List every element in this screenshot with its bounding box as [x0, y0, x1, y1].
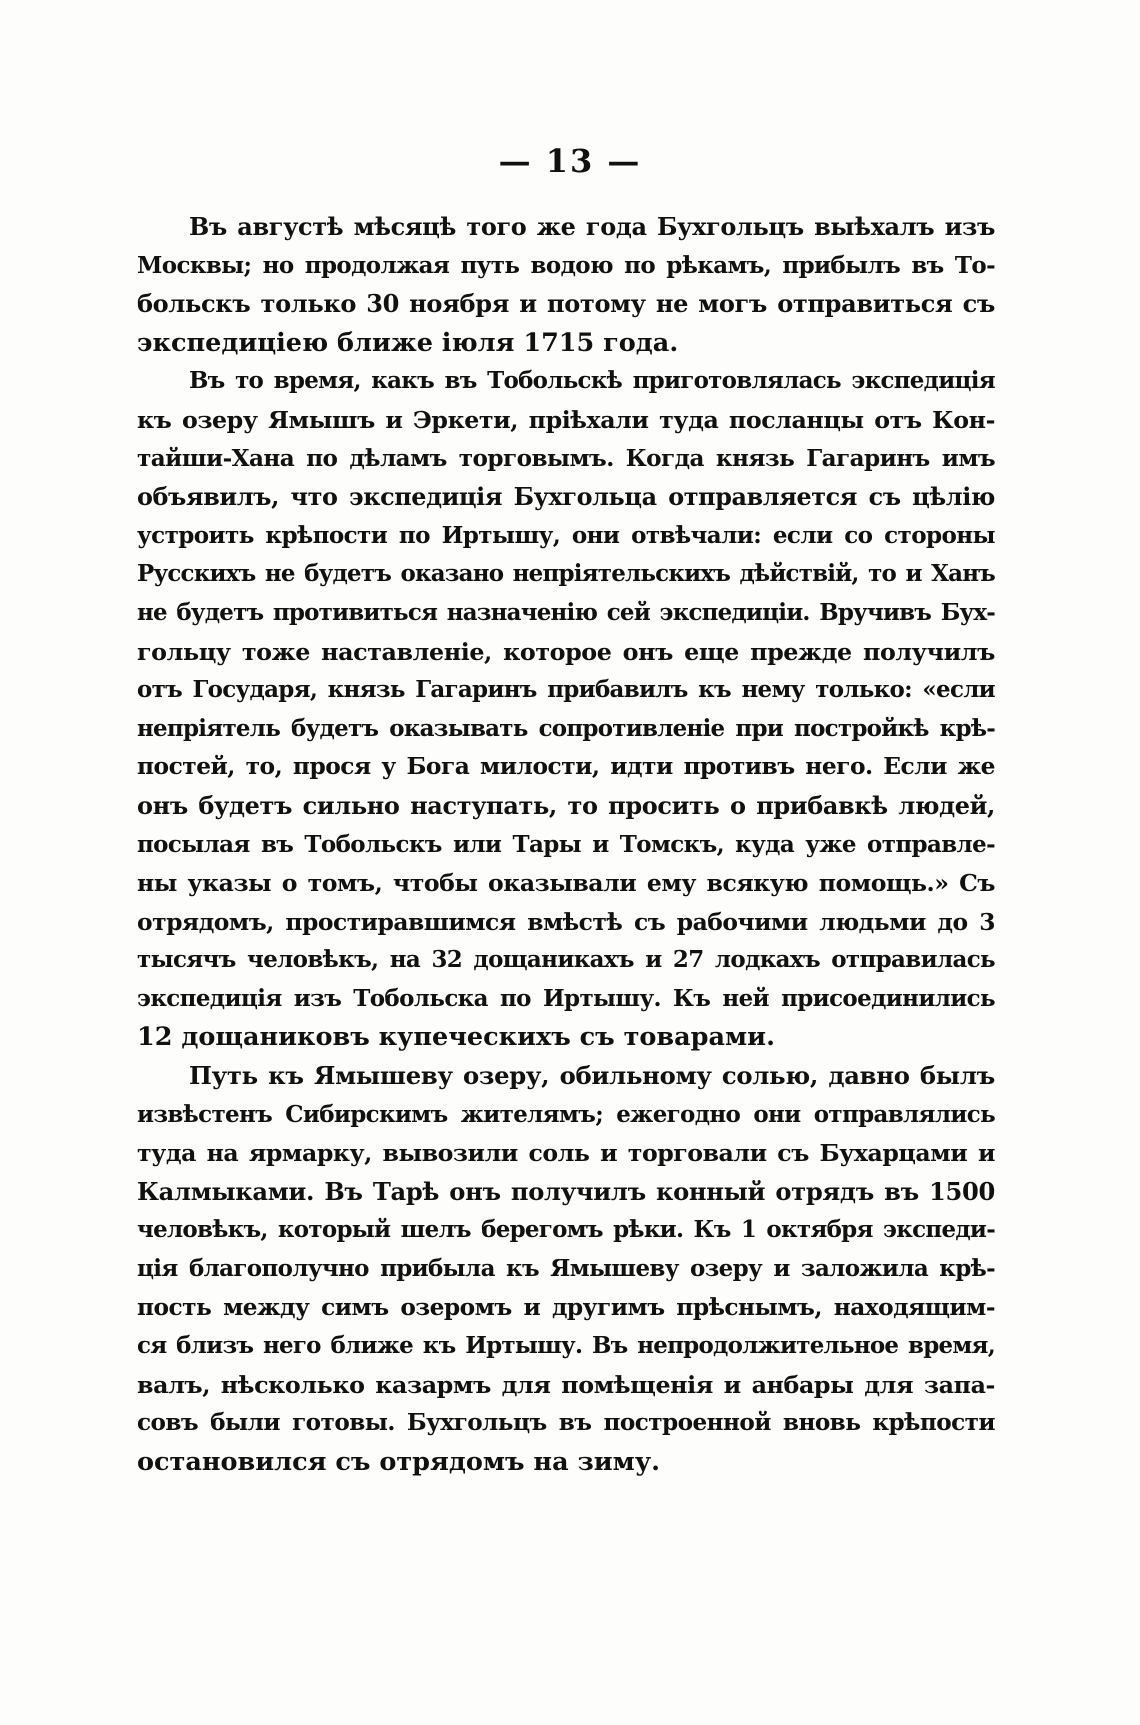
text-line: тысячъ человѣкъ, на 32 дощаникахъ и 27 лодкахъ отправилась: [137, 946, 995, 974]
paragraph-3: [137, 1057, 995, 1482]
text-line: къ озеру Ямышъ и Эркети, пріѣхали туда посланцы отъ Кон-: [137, 405, 995, 434]
text-line: туда на ярмарку, вывозили соль и торговали съ Бухарцами и: [137, 1139, 995, 1168]
text-line: валъ, нѣсколько казармъ для помѣщенія и анбары для запа-: [137, 1370, 995, 1399]
text-line: постей, то, прося у Бога милости, идти противъ него. Если же: [137, 753, 995, 781]
text-line: пость между симъ озеромъ и другимъ прѣснымъ, находящим-: [137, 1293, 995, 1321]
text-line: экспедиціею ближе іюля 1715 года.: [137, 327, 679, 358]
text-line: тайши-Хана по дѣламъ торговымъ. Когда князь Гагаринъ имъ: [137, 444, 995, 472]
text-line: ны указы о томъ, чтобы оказывали ему всякую помощь.» Съ: [137, 869, 995, 898]
text-line: извѣстенъ Сибирскимъ жителямъ; ежегодно они отправлялись: [137, 1100, 995, 1128]
text-line: устроить крѣпости по Иртышу, они отвѣчали: если со стороны: [137, 521, 995, 549]
text-line: отъ Государя, князь Гагаринъ прибавилъ къ нему только: «если: [137, 676, 995, 704]
text-line: 12 дощаниковъ купеческихъ съ товарами.: [137, 1022, 775, 1053]
text-line: онъ будетъ сильно наступать, то просить о прибавкѣ людей,: [137, 790, 995, 820]
text-line: Въ то время, какъ въ Тобольскѣ приготовлялась экспедиція: [189, 367, 995, 395]
text-line: отрядомъ, простиравшимся вмѣстѣ съ рабочими людьми до 3: [137, 907, 995, 936]
text-line: Москвы; но продолжая путь водою по рѣкамъ, прибылъ въ То-: [137, 251, 995, 279]
text-line: больскъ только 30 ноября и потому не могъ отправиться съ: [137, 289, 995, 319]
text-line: Русскихъ не будетъ оказано непріятельскихъ дѣйствій, то и Ханъ: [137, 560, 995, 588]
text-line: Въ августѣ мѣсяцѣ того же года Бухгольцъ выѣхалъ изъ: [189, 212, 995, 241]
text-line: Калмыками. Въ Тарѣ онъ получилъ конный отрядъ въ 1500: [137, 1176, 995, 1206]
text-line: посылая въ Тобольскъ или Тары и Томскъ, куда уже отправле-: [137, 830, 995, 858]
text-line: Путь къ Ямышеву озеру, обильному солью, давно былъ: [189, 1061, 995, 1091]
text-line: человѣкъ, который шелъ берегомъ рѣки. Къ 1 октября экспеди-: [137, 1216, 995, 1244]
text-line: гольцу тоже наставленіе, которое онъ еще прежде получилъ: [137, 637, 995, 666]
body-text: [137, 208, 995, 1482]
text-line: экспедиція изъ Тобольска по Иртышу. Къ ней присоединились: [137, 984, 995, 1012]
text-line: непріятель будетъ оказывать сопротивленіе при постройкѣ крѣ-: [137, 714, 995, 742]
text-line: объявилъ, что экспедиція Бухгольца отправляется съ цѣлію: [137, 483, 995, 512]
text-line: не будетъ противиться назначенію сей экспедиціи. Вручивъ Бух-: [137, 598, 995, 626]
paragraph-2: [137, 362, 995, 1057]
page-number: — 13 —: [498, 142, 642, 180]
text-line: совъ были готовы. Бухгольцъ въ построенной вновь крѣпости: [137, 1409, 995, 1437]
text-line: ція благополучно прибыла къ Ямышеву озеру и заложила крѣ-: [137, 1255, 995, 1283]
paragraph-1: [137, 208, 995, 362]
text-line: остановился съ отрядомъ на зиму.: [137, 1447, 661, 1477]
text-line: ся близъ него ближе къ Иртышу. Въ непродолжительное время,: [137, 1332, 995, 1360]
